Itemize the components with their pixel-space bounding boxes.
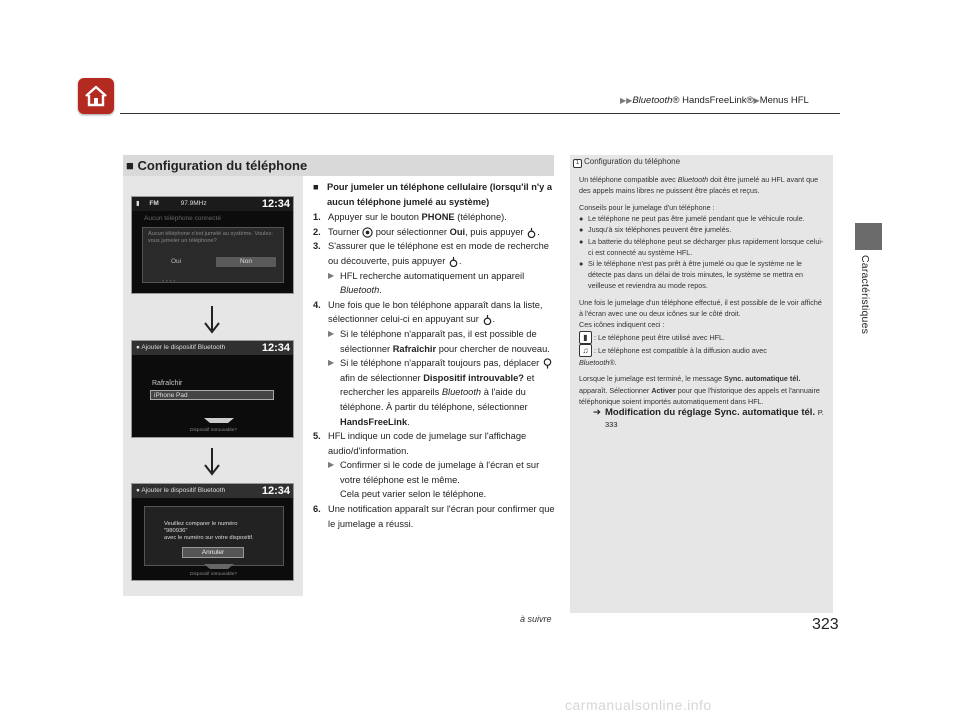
screen-yes-button[interactable]: Oui <box>170 258 182 265</box>
chapter-tab[interactable] <box>855 223 882 250</box>
step-text: à l'aide du téléphone. À partir du téléphone, sélectionner <box>340 387 528 412</box>
step-2: 2. Tourner pour sélectionner Oui, puis appuyer . <box>313 225 558 240</box>
step-text: Si le téléphone n'apparaît toujours pas, déplacer <box>340 358 542 369</box>
note-italic: Bluetooth <box>677 175 709 184</box>
bullet-icon: ● <box>579 236 584 246</box>
screen-dots: • • • • <box>162 279 176 285</box>
note-text: Un téléphone compatible avec <box>579 175 678 184</box>
breadcrumb <box>620 95 809 106</box>
arrow-icon: ▶ <box>328 460 335 470</box>
note-paragraph <box>579 357 827 368</box>
screen-title: Ajouter le dispositif Bluetooth <box>141 344 226 351</box>
press-knob-icon <box>526 227 537 238</box>
screen-chevron-down-icon <box>204 418 234 423</box>
note-paragraph: Une fois le jumelage d'un téléphone effectué, il est possible de le voir affiché à l'écran avec une ou deux icônes sur le côté droit. <box>579 298 822 319</box>
note-bold: Activer <box>651 385 676 395</box>
note-text: doit être jumelé au HFL avant que des appels mains libres ne puissent être placés et reçus. <box>579 175 819 196</box>
screen-bluetooth-icon: ● <box>136 344 140 351</box>
arrow-icon: ▶ <box>328 358 335 368</box>
home-icon <box>83 84 109 108</box>
step-text: et rechercher les appareils <box>340 372 535 398</box>
screen-message-line: "980936" <box>164 528 188 534</box>
note-paragraph: Conseils pour le jumelage d'un téléphone : <box>579 202 715 212</box>
screen-no-phone <box>131 196 294 294</box>
down-arrow-icon <box>204 306 220 334</box>
screen-clock: 12:34 <box>261 198 290 210</box>
screen-cancel-button[interactable]: Annuler <box>182 547 244 558</box>
screen-footer[interactable]: Dispositif introuvable? <box>190 428 237 433</box>
breadcrumb-part-2[interactable]: ® HandsFreeLink® <box>672 95 754 106</box>
note-text: apparaît. Sélectionner <box>579 385 652 395</box>
screen-clock: 12:34 <box>261 485 290 497</box>
note-bullet <box>579 258 827 292</box>
step-4-note-1 <box>328 327 558 356</box>
section-title <box>126 158 307 173</box>
step-5 <box>313 429 558 458</box>
step-bold: PHONE <box>421 212 455 223</box>
step-text: Une notification apparaît sur l'écran pour confirmer que le jumelage a réussi. <box>328 504 555 529</box>
note-heading <box>573 157 680 168</box>
note-text: Lorsque le jumelage est terminé, le message <box>579 374 725 384</box>
page-number: 323 <box>812 616 839 633</box>
screen-message-line: Veuillez comparer le numéro <box>164 521 238 527</box>
step-text: Si le téléphone n'apparaît pas, il est possible de sélectionner <box>340 328 537 354</box>
home-button[interactable] <box>78 78 114 114</box>
step-text: HFL indique un code de jumelage sur l'affichage audio/d'information. <box>328 431 527 456</box>
screen-clock: 12:34 <box>261 342 290 354</box>
step-number: 1. <box>313 212 321 223</box>
step-text: Cela peut varier selon le téléphone. <box>340 489 487 500</box>
cross-reference-title[interactable]: Modification du réglage Sync. automatique tél. <box>605 406 816 418</box>
step-italic: Bluetooth <box>441 387 482 398</box>
breadcrumb-arrow-icon: ▶▶ <box>620 96 633 105</box>
note-icon-line <box>579 331 827 344</box>
cross-reference-page[interactable]: P. 333 <box>605 407 824 429</box>
down-arrow-icon <box>204 448 220 476</box>
screen-footer[interactable]: Dispositif introuvable? <box>190 572 237 577</box>
continued-label: à suivre <box>520 614 552 624</box>
screen-phone-icon: ▮ <box>136 200 140 207</box>
step-number: 3. <box>313 241 321 252</box>
procedure-heading <box>313 180 558 209</box>
chapter-label-text: Caractéristiques <box>859 255 871 335</box>
audio-streaming-icon: ♫ <box>579 344 592 357</box>
step-bold: Dispositif introuvable? <box>423 372 524 383</box>
step-text: afin de sélectionner <box>340 372 424 383</box>
header-divider <box>120 113 840 114</box>
screen-pair-code <box>131 483 294 581</box>
note-paragraph: Ces icônes indiquent ceci : <box>579 320 665 330</box>
step-text: pour sélectionner <box>373 226 450 237</box>
step-3: 3. S'assurer que le téléphone est en mode de recherche ou découverte, puis appuyer . <box>313 239 558 268</box>
breadcrumb-part-1[interactable]: Bluetooth <box>632 95 673 106</box>
note-text: La batterie du téléphone peut se décharger plus rapidement lorsque celui-ci est connecté au système HFL. <box>588 236 824 257</box>
note-heading-text: Configuration du téléphone <box>584 157 681 166</box>
screen-message <box>164 521 254 542</box>
step-4: 4. Une fois que le bon téléphone apparaît dans la liste, sélectionner celui-ci en appuyant sur . <box>313 298 558 327</box>
link-arrow-icon: ➔ <box>593 406 601 418</box>
arrow-icon: ▶ <box>328 270 335 280</box>
chapter-label <box>852 255 882 425</box>
screen-message-line: avec le numéro sur votre dispositif. <box>164 535 254 541</box>
screen-no-button[interactable]: Non <box>216 257 276 267</box>
step-text: , puis appuyer <box>465 226 524 237</box>
breadcrumb-arrow-icon: ▶ <box>753 96 760 105</box>
screen-phone-item[interactable]: iPhone Pad <box>150 390 274 400</box>
note-body <box>579 174 827 431</box>
note-paragraph <box>579 373 827 407</box>
note-bullet <box>579 224 827 235</box>
press-knob-icon <box>482 314 493 325</box>
note-text: ®. <box>609 357 617 367</box>
note-paragraph <box>579 174 827 196</box>
cross-reference-link[interactable] <box>593 407 827 431</box>
step-text: HFL recherche automatiquement un appareil <box>340 270 525 281</box>
press-knob-icon <box>448 256 459 267</box>
step-text: S'assurer que le téléphone est en mode de recherche ou découverte, puis appuyer <box>328 241 549 266</box>
step-text: pour chercher de nouveau. <box>436 343 550 354</box>
step-text: Tourner <box>328 226 363 237</box>
screen-title: Ajouter le dispositif Bluetooth <box>141 487 226 494</box>
section-title-text: Configuration du téléphone <box>137 158 308 173</box>
step-text: (téléphone). <box>454 212 507 223</box>
hfl-phone-icon: ▮ <box>579 331 592 344</box>
note-bullet <box>579 236 827 258</box>
step-bold: Oui <box>449 226 466 237</box>
step-number: 6. <box>313 504 321 515</box>
note-text: Si le téléphone n'est pas prêt à être jumelé ou que le système ne le détecte pas dans un délai de trois minutes, le système se mettra en veilleuse et reviendra au mode repos. <box>588 258 803 291</box>
screen-add-device <box>131 340 294 438</box>
procedure-heading-text: Pour jumeler un téléphone cellulaire (lorsqu'il n'y a aucun téléphone jumelé au système) <box>327 182 553 207</box>
section-square-icon: ■ <box>313 182 319 192</box>
move-knob-icon <box>542 358 553 369</box>
step-5-note <box>328 458 558 502</box>
step-number: 5. <box>313 431 321 442</box>
step-6 <box>313 502 558 531</box>
step-text: Confirmer si le code de jumelage à l'écran et sur votre téléphone est le même. <box>340 460 540 485</box>
screen-question: Aucun téléphone n'est jumelé au système. Voulez-vous jumeler un téléphone? <box>148 231 274 244</box>
note-icon-line <box>579 344 827 357</box>
bullet-icon: ● <box>579 258 584 268</box>
step-4-note-2: ▶ Si le téléphone n'apparaît toujours pas, déplacer afin de sélectionner Dispositif introuvable? et rechercher les appareils Bluetooth à l'aide du téléphone. À partir du téléphone, sélectionner HandsFreeLink. <box>328 356 558 429</box>
note-bullet <box>579 213 827 224</box>
screen-title: Aucun téléphone connecté <box>144 215 221 222</box>
step-number: 2. <box>313 226 321 237</box>
note-text: : Le téléphone peut être utilisé avec HFL. <box>594 332 726 342</box>
note-text: pour que l'historique des appels et l'annuaire téléphonique soient importés automatiquement dans HFL. <box>579 385 820 406</box>
screen-freq: 97.9MHz <box>180 200 207 207</box>
step-text: Une fois que le bon téléphone apparaît dans la liste, sélectionner celui-ci en appuyant sur <box>328 299 543 325</box>
step-1 <box>313 210 558 225</box>
instructions <box>313 180 558 531</box>
bullet-icon: ● <box>579 214 584 224</box>
step-bold: HandsFreeLink <box>340 416 408 427</box>
note-text: Jusqu'à six téléphones peuvent être jumelés. <box>588 225 732 235</box>
section-square-icon: ■ <box>126 158 134 173</box>
screen-bluetooth-icon: ● <box>136 487 140 494</box>
watermark: carmanualsonline.info <box>565 697 712 713</box>
arrow-icon: ▶ <box>328 328 335 338</box>
screen-band: FM <box>149 200 159 207</box>
step-number: 4. <box>313 299 321 310</box>
screen-chevron-down-icon <box>204 564 234 569</box>
screen-refresh-item[interactable]: Rafraîchir <box>152 380 183 387</box>
note-italic: Bluetooth <box>579 357 610 367</box>
step-3-note: ▶ HFL recherche automatiquement un appareil Bluetooth. <box>328 269 558 298</box>
note-bold: Sync. automatique tél. <box>724 374 801 384</box>
breadcrumb-part-3[interactable]: Menus HFL <box>759 95 809 106</box>
bullet-icon: ● <box>579 225 584 235</box>
selector-knob-icon <box>362 227 373 238</box>
step-italic: Bluetooth <box>340 285 380 296</box>
step-bold: Rafraîchir <box>392 343 437 354</box>
note-text: Le téléphone ne peut pas être jumelé pendant que le véhicule roule. <box>588 214 805 224</box>
step-text: Appuyer sur le bouton <box>328 212 422 223</box>
note-icon: 1 <box>573 159 582 168</box>
note-text: : Le téléphone est compatible à la diffusion audio avec <box>594 345 767 355</box>
